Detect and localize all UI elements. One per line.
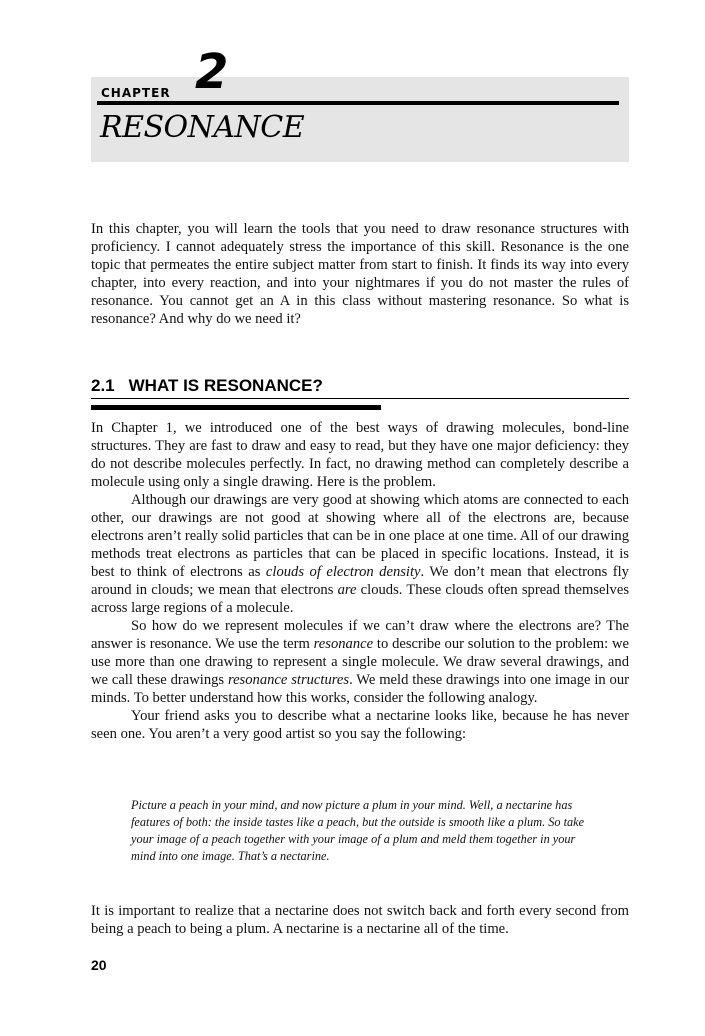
chapter-title: RESONANCE <box>100 110 305 145</box>
text-run: clouds. These clouds often spread themselves across large regions of a molecule. <box>91 582 629 616</box>
chapter-rule <box>97 101 619 105</box>
chapter-label: CHAPTER <box>101 86 171 100</box>
section-number: 2.1 <box>91 376 115 395</box>
page-number: 20 <box>91 957 107 973</box>
text-run: Although our drawings are very good at showing which atoms are connected to each other, our drawings are not good at showing where all of the electrons are, because electrons aren’t really solid particles that can be in one place at one time. All of our drawing methods treat electrons as particles that can be placed in specific locations. Instead, it is best to think of electrons as <box>91 492 629 580</box>
emphasis: resonance structures <box>227 672 350 688</box>
body-paragraph-3 <box>91 617 629 707</box>
body-paragraph-4: Your friend asks you to describe what a nectarine looks like, because he has never seen one. You aren’t a very good artist so you say the following: <box>91 708 629 742</box>
section-rule-accent <box>91 405 381 410</box>
text-run: . We meld these drawings into one image in our minds. To better understand how this works, consider the following analogy. <box>91 672 629 706</box>
section-heading <box>91 376 323 396</box>
chapter-number: 2 <box>195 44 229 100</box>
text-run: So how do we represent molecules if we can’t draw where the electrons are? The answer is resonance. We use the term <box>91 618 629 652</box>
closing-paragraph: It is important to realize that a nectarine does not switch back and forth every second from being a peach to being a plum. A nectarine is a nectarine all of the time. <box>91 903 629 937</box>
body-paragraph-2 <box>91 491 629 617</box>
emphasis: are <box>337 582 357 598</box>
section-rule <box>91 398 629 399</box>
body-paragraph-1: In Chapter 1, we introduced one of the best ways of drawing molecules, bond-line structures. They are fast to draw and easy to read, but they have one major deficiency: they do not describe molecules perfectly. In fact, no drawing method can completely describe a molecule using only a single drawing. Here is the problem. <box>91 420 629 490</box>
text-run: . We don’t mean that electrons fly around in clouds; we mean that electrons <box>91 564 629 598</box>
section-title: WHAT IS RESONANCE? <box>128 376 323 395</box>
emphasis: resonance <box>313 636 374 652</box>
emphasis: clouds of electron density <box>265 564 421 580</box>
block-quote: Picture a peach in your mind, and now picture a plum in your mind. Well, a nectarine has features of both: the inside tastes like a peach, but the outside is smooth like a plum. So take your image of a peach together with your image of a plum and meld them together in your mind into one image. That’s a nectarine. <box>131 798 585 863</box>
section-body <box>91 419 629 743</box>
text-run: to describe our solution to the problem: we use more than one drawing to represent a single molecule. We draw several drawings, and we call these drawings <box>91 636 630 688</box>
intro-paragraph: In this chapter, you will learn the tools that you need to draw resonance structures with proficiency. I cannot adequately stress the importance of this skill. Resonance is the one topic that permeates the entire subject matter from start to finish. It finds its way into every chapter, into every reaction, and into your nightmares if you do not master the rules of resonance. You cannot get an A in this class without mastering resonance. So what is resonance? And why do we need it? <box>91 221 629 327</box>
